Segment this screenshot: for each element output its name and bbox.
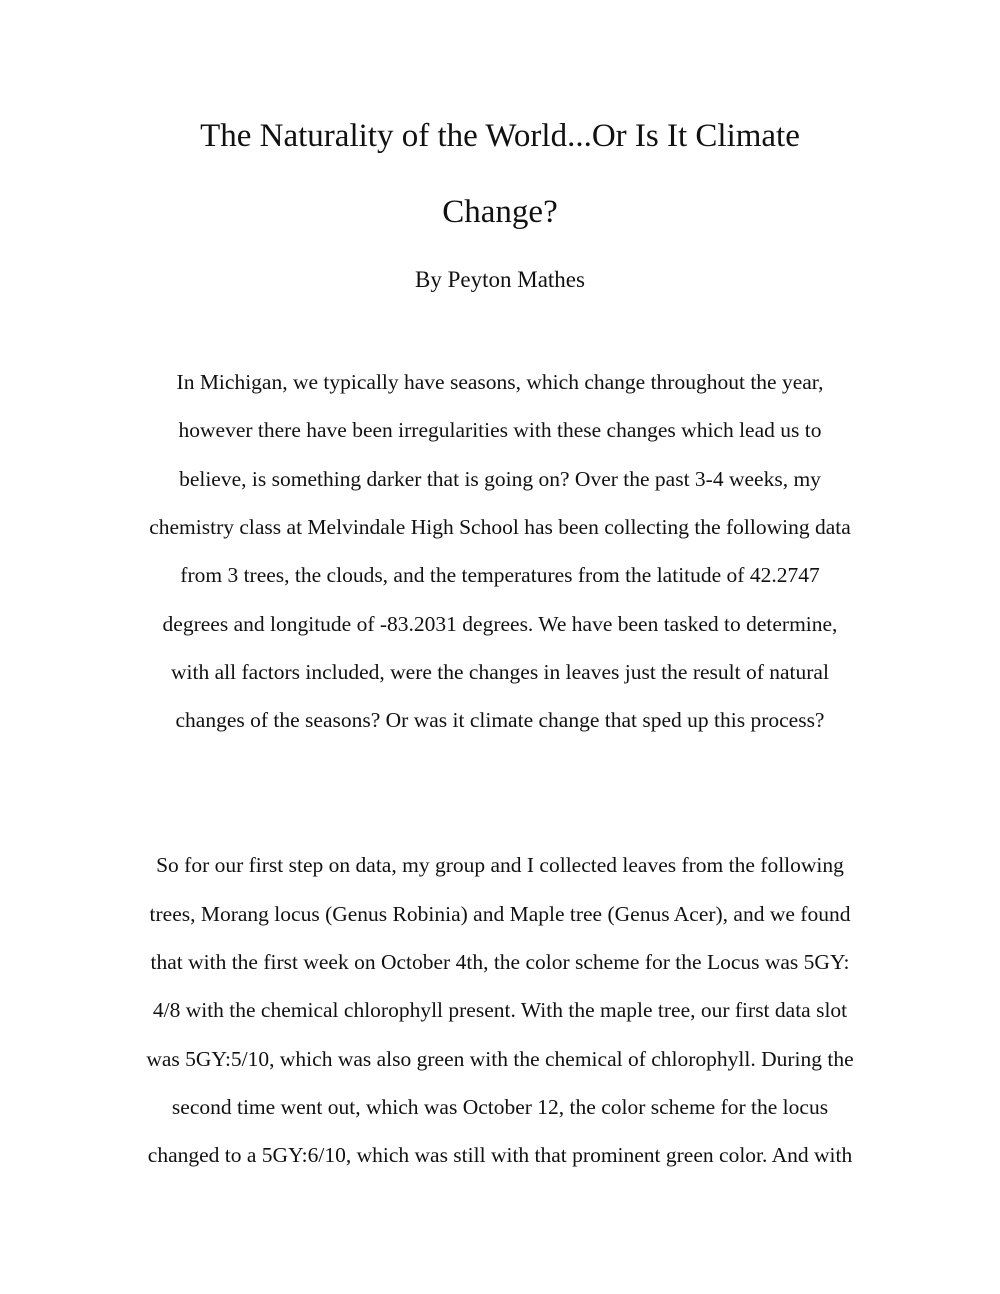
paragraph-line: In Michigan, we typically have seasons, which change throughout the year, — [176, 370, 824, 394]
paragraph-line: trees, Morang locus (Genus Robinia) and Maple tree (Genus Acer), and we found — [149, 902, 851, 926]
paragraph-line: second time went out, which was October 12, the color scheme for the locus — [171, 1095, 829, 1119]
paragraph-line: from 3 trees, the clouds, and the temperatures from the latitude of 42.2747 — [180, 563, 820, 587]
paragraph-line: that with the first week on October 4th, the color scheme for the Locus was 5GY: — [150, 950, 850, 974]
paragraph-line: 4/8 with the chemical chlorophyll present. With the maple tree, our first data slot — [152, 998, 848, 1022]
paragraph-line: So for our first step on data, my group and I collected leaves from the following — [156, 853, 844, 877]
paragraph-line: chemistry class at Melvindale High School has been collecting the following data — [149, 515, 851, 539]
title-line-2: Change? — [442, 194, 558, 230]
paragraph-line: however there have been irregularities with these changes which lead us to — [178, 418, 822, 442]
paragraph-line: was 5GY:5/10, which was also green with the chemical of chlorophyll. During the — [146, 1047, 854, 1071]
author-byline: By Peyton Mathes — [415, 267, 585, 292]
paragraph-line: changed to a 5GY:6/10, which was still with that prominent green color. And with — [147, 1143, 853, 1167]
paragraph-line: changes of the seasons? Or was it climate change that sped up this process? — [175, 708, 825, 732]
title-line-1: The Naturality of the World...Or Is It Climate — [200, 118, 800, 154]
paragraph-line: believe, is something darker that is going on? Over the past 3-4 weeks, my — [179, 467, 821, 491]
paragraph-line: with all factors included, were the changes in leaves just the result of natural — [171, 660, 829, 684]
paragraph-line: degrees and longitude of -83.2031 degrees. We have been tasked to determine, — [162, 612, 838, 636]
